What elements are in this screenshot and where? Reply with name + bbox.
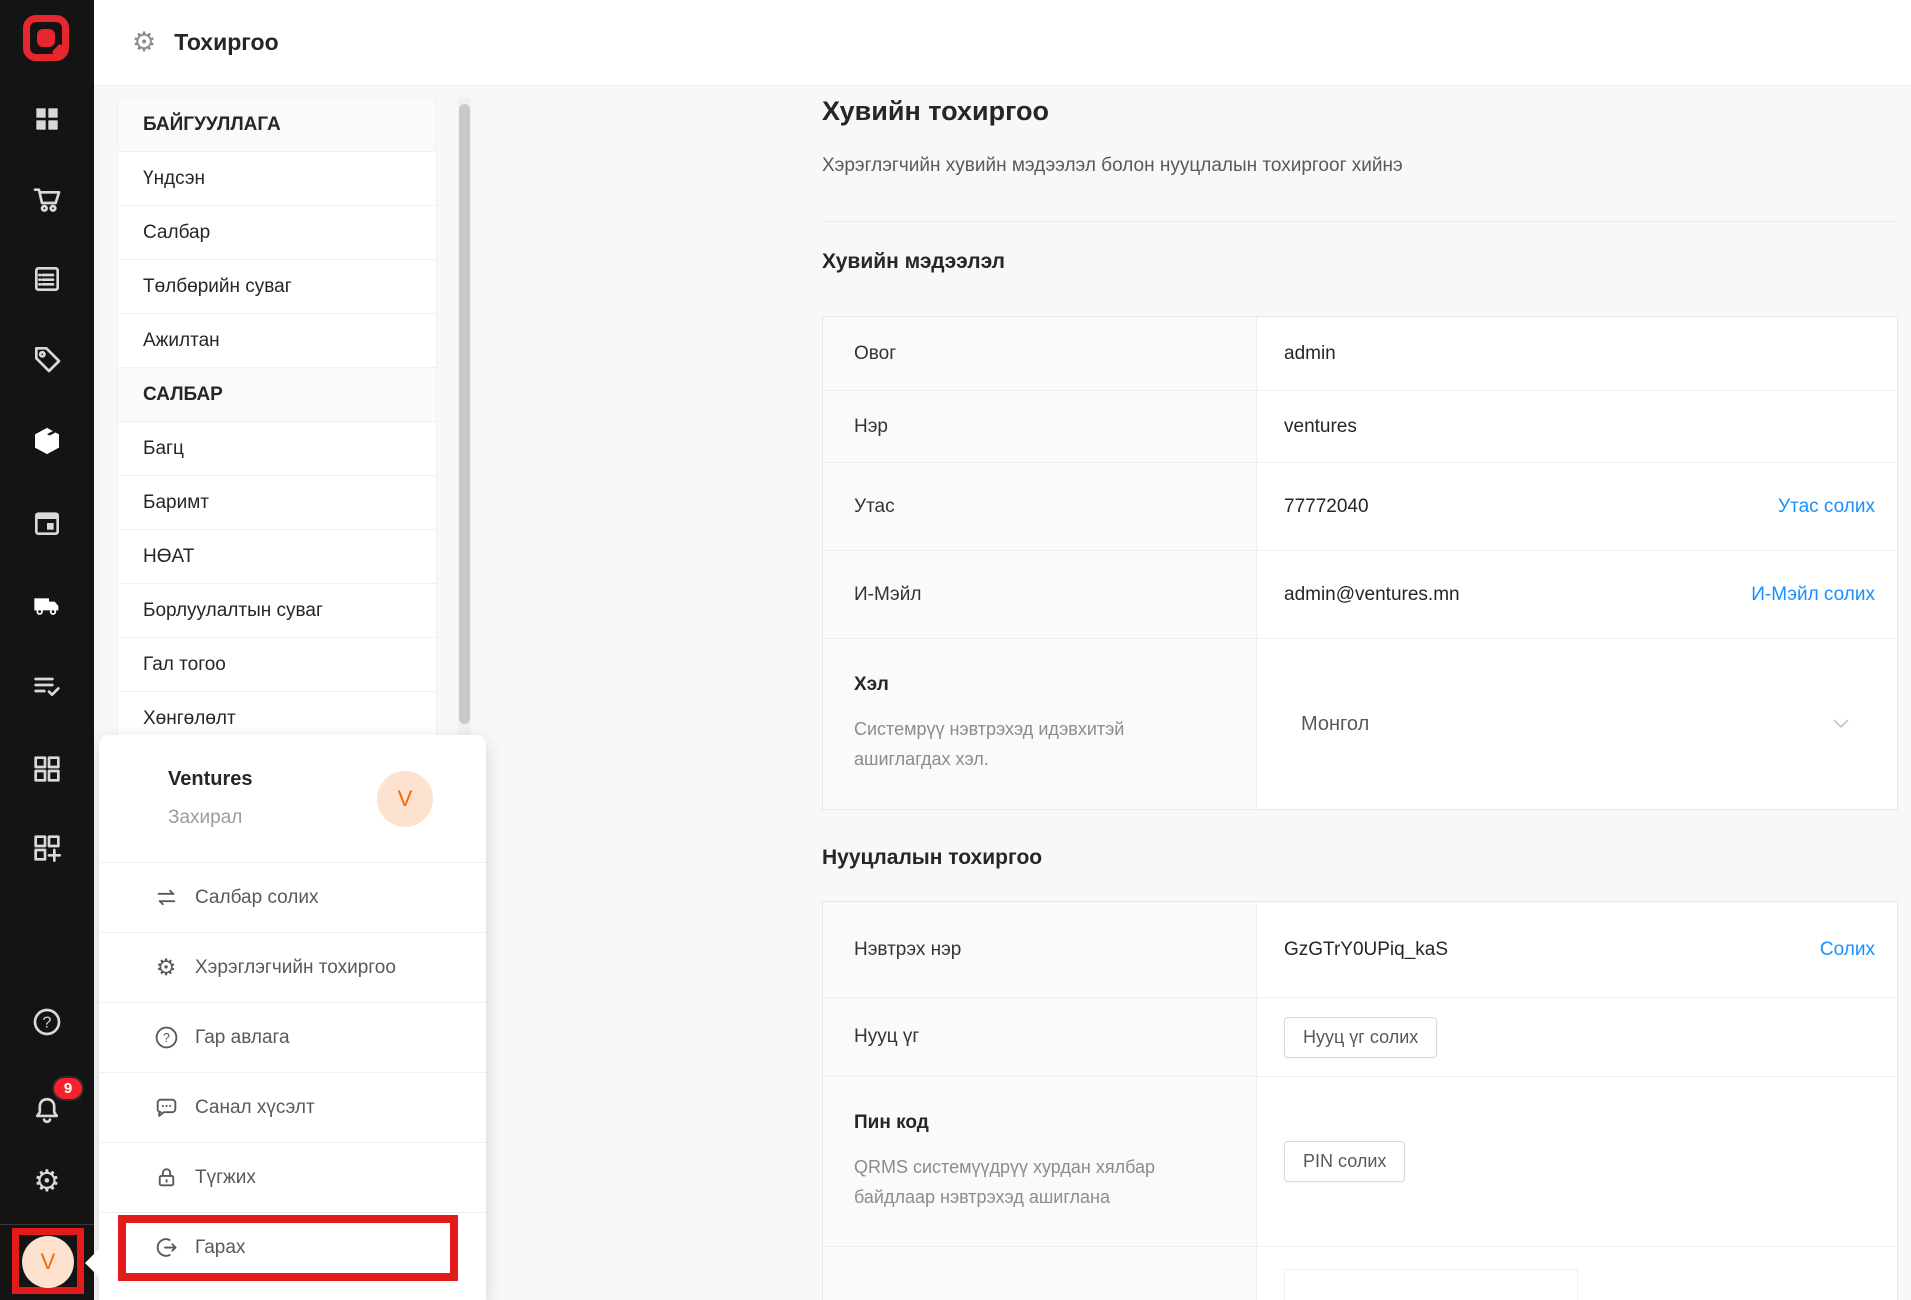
row-label: Хэл xyxy=(854,674,889,695)
menu-item-user-settings[interactable] xyxy=(99,932,486,1002)
language-select-value: Монгол xyxy=(1301,712,1370,735)
table-row-partial xyxy=(823,1247,1897,1300)
row-description: QRMS системүүдрүү хурдан хялбар байдлаар нэвтрэхэд ашиглана xyxy=(854,1156,1156,1207)
content-title: Хувийн тохиргоо xyxy=(822,96,1049,126)
branch-swap-icon xyxy=(153,885,179,911)
menu-item-label: Гарах xyxy=(195,1236,246,1258)
popup-arrow xyxy=(85,1247,101,1279)
nav-section-baiguullaga: БАЙГУУЛЛАГА xyxy=(118,98,436,152)
content-divider xyxy=(822,221,1898,222)
nav-scrollbar-thumb[interactable] xyxy=(459,104,470,724)
apps-icon[interactable] xyxy=(29,751,65,787)
nav-item-khongolot[interactable]: Хөнгөлөлт xyxy=(118,692,436,746)
table-row-utas xyxy=(823,463,1897,551)
calendar-icon[interactable] xyxy=(29,505,65,541)
change-login-link[interactable]: Солих xyxy=(1819,938,1875,960)
row-description: Системрүү нэвтрэхэд идэвхитэй ашиглагдах хэл. xyxy=(854,719,1125,769)
nav-item-ajiltan[interactable]: Ажилтан xyxy=(118,314,436,368)
row-label: Утас xyxy=(854,495,895,517)
row-label: Нууц үг xyxy=(854,1026,920,1047)
personal-section-title: Хувийн мэдээлэл xyxy=(822,250,1005,273)
privacy-section-title: Нууцлалын тохиргоо xyxy=(822,846,1043,869)
truck-icon[interactable] xyxy=(29,587,65,623)
nav-item-borluulaltyn-suvag[interactable]: Борлуулалтын суваг xyxy=(118,584,436,638)
row-value: GzGTrY0UPiq_kaS xyxy=(1284,938,1449,960)
package-icon[interactable] xyxy=(29,423,65,459)
change-phone-link[interactable]: Утас солих xyxy=(1778,495,1875,517)
table-row-ovog xyxy=(823,317,1897,391)
svg-text:?: ? xyxy=(162,1030,170,1045)
apps-add-icon[interactable] xyxy=(29,830,65,866)
menu-item-handbook[interactable] xyxy=(99,1002,486,1072)
row-label: Овог xyxy=(854,342,897,364)
gear-icon: ⚙ xyxy=(155,954,177,981)
settings-gear-icon: ⚙ xyxy=(132,27,157,58)
menu-item-label: Гар авлага xyxy=(195,1026,290,1048)
nav-item-tolboriin-suvag[interactable]: Төлбөрийн суваг xyxy=(118,260,436,314)
menu-item-label: Салбар солих xyxy=(195,886,319,908)
popup-user-name: Ventures xyxy=(168,768,253,790)
app-logo-icon[interactable] xyxy=(23,15,69,61)
table-row-login-name xyxy=(823,902,1897,998)
lock-icon xyxy=(153,1165,179,1191)
menu-item-label: Түгжих xyxy=(195,1166,256,1188)
popup-user-role: Захирал xyxy=(168,807,243,828)
row-value: ventures xyxy=(1284,415,1357,437)
gear-icon[interactable]: ⚙ xyxy=(33,1163,61,1199)
dashboard-icon[interactable] xyxy=(29,101,65,137)
table-row-email xyxy=(823,551,1897,639)
logout-icon xyxy=(153,1235,179,1261)
nav-item-gal-togoo[interactable]: Гал тогоо xyxy=(118,638,436,692)
notification-badge: 9 xyxy=(52,1076,84,1101)
svg-text:?: ? xyxy=(42,1014,52,1032)
change-pin-button[interactable]: PIN солих xyxy=(1284,1141,1405,1182)
user-avatar[interactable]: V xyxy=(22,1236,74,1288)
row-label: Нэвтрэх нэр xyxy=(854,938,962,960)
menu-item-feedback[interactable] xyxy=(99,1072,486,1142)
table-row-password xyxy=(823,998,1897,1077)
qr-stub xyxy=(1284,1269,1578,1300)
popup-avatar: V xyxy=(377,771,433,827)
menu-item-label: Санал хүсэлт xyxy=(195,1096,315,1118)
table-row-pin xyxy=(823,1077,1897,1247)
content-subtitle: Хэрэглэгчийн хувийн мэдээлэл болон нууцлалын тохиргоог хийнэ xyxy=(822,155,1403,176)
nav-item-salbar[interactable]: Салбар xyxy=(118,206,436,260)
nav-section-salbar: САЛБАР xyxy=(118,368,436,422)
row-value: admin@ventures.mn xyxy=(1284,583,1460,605)
nav-scrollbar[interactable] xyxy=(458,97,471,745)
row-label: Нэр xyxy=(854,415,888,437)
table-row-khel xyxy=(823,639,1897,809)
rail-divider xyxy=(0,1224,94,1225)
nav-item-noat[interactable]: НӨАТ xyxy=(118,530,436,584)
language-select[interactable] xyxy=(1257,639,1897,809)
page-title: Тохиргоо xyxy=(174,29,279,55)
table-row-ner xyxy=(823,391,1897,463)
personal-info-table xyxy=(822,316,1898,810)
nav-item-bagts[interactable]: Багц xyxy=(118,422,436,476)
row-label: И-Мэйл xyxy=(854,583,922,605)
change-password-button[interactable]: Нууц үг солих xyxy=(1284,1017,1437,1058)
cart-icon[interactable] xyxy=(29,181,65,217)
app-rail xyxy=(0,0,94,1300)
row-value: admin xyxy=(1284,342,1336,364)
menu-item-label: Хэрэглэгчийн тохиргоо xyxy=(195,956,396,978)
invoice-icon[interactable] xyxy=(29,261,65,297)
nav-item-barimt[interactable]: Баримт xyxy=(118,476,436,530)
chevron-down-icon xyxy=(1832,713,1850,735)
message-icon xyxy=(153,1095,179,1121)
menu-item-change-branch[interactable] xyxy=(99,862,486,932)
menu-item-lock[interactable] xyxy=(99,1142,486,1212)
question-circle-icon xyxy=(153,1025,179,1051)
tag-icon[interactable] xyxy=(29,341,65,377)
row-value: 77772040 xyxy=(1284,495,1369,517)
row-label: Пин код xyxy=(854,1111,929,1133)
menu-item-logout[interactable] xyxy=(99,1212,486,1282)
change-email-link[interactable]: И-Мэйл солих xyxy=(1751,583,1875,605)
task-list-icon[interactable] xyxy=(29,669,65,705)
topbar xyxy=(94,0,1911,86)
nav-item-undsen[interactable]: Үндсэн xyxy=(118,152,436,206)
privacy-table xyxy=(822,901,1898,1300)
settings-nav xyxy=(117,97,437,747)
user-menu-popup xyxy=(99,735,486,1300)
help-icon[interactable] xyxy=(29,1004,65,1040)
